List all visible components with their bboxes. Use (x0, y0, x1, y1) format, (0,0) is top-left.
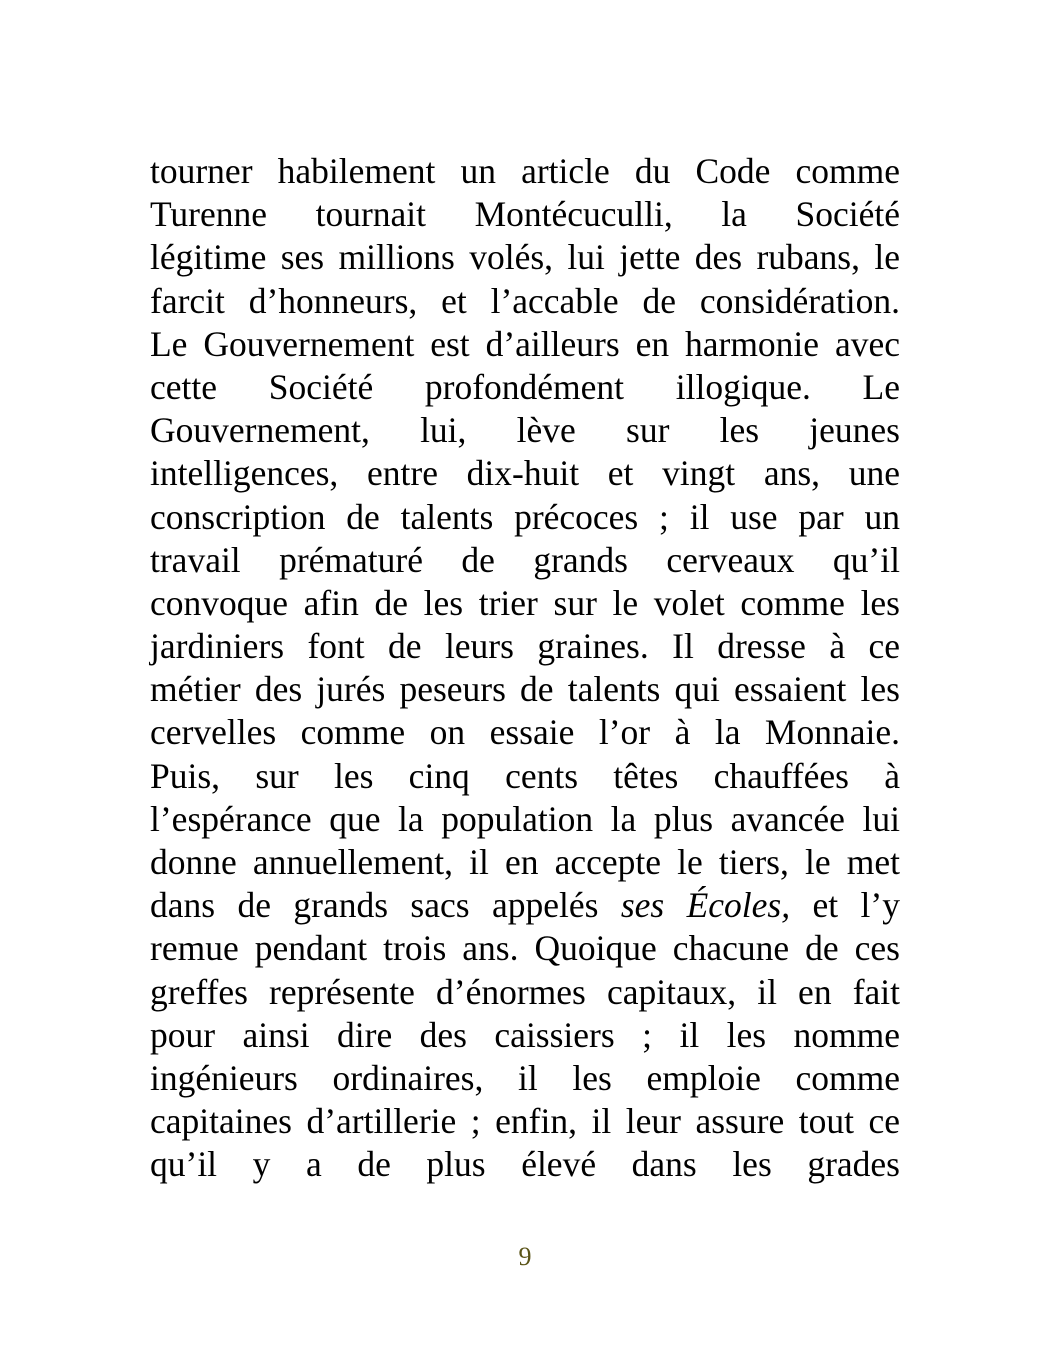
text-line-17: donne annuellement, il en accepte le tiers, le met (150, 842, 900, 882)
text-line-10: travail prématuré de grands cerveaux qu’il (150, 539, 900, 580)
text-line-3: légitime ses millions volés, lui jette des rubans, le (150, 237, 900, 278)
page-number: 9 (518, 1242, 532, 1271)
emphasis-ses-ecoles: ses Écoles, (620, 885, 791, 926)
text-line-8: intelligences, entre dix-huit et vingt ans, une (150, 453, 900, 494)
text-line-11: convoque afin de les trier sur le volet comme les (150, 582, 900, 623)
text-line-13: métier des jurés peseurs de talents qui essaient les (150, 669, 900, 710)
text-line-7: Gouvernement, lui, lève sur les jeunes (150, 410, 900, 451)
text-line-6: cette Société profondément illogique. Le (150, 366, 900, 407)
text-line-1: tourner habilement un article du Code comme (150, 151, 900, 191)
body-text (150, 150, 900, 1187)
text-line-4: farcit d’honneurs, et l’accable de considération. (150, 280, 900, 321)
text-line-9: conscription de talents précoces ; il use par un (150, 496, 900, 537)
text-line-18 (150, 884, 900, 927)
text-line-14: cervelles comme on essaie l’or à la Monnaie. (150, 712, 900, 753)
text-line-20: greffes représente d’énormes capitaux, il en fait (150, 971, 900, 1012)
text-line-2: Turenne tournait Montécuculli, la Société (150, 194, 900, 235)
text-line-21: pour ainsi dire des caissiers ; il les nomme (150, 1014, 900, 1055)
text-line-16: l’espérance que la population la plus avancée lui (150, 798, 900, 839)
text-line-18-start: dans de grands sacs appelés (150, 885, 621, 926)
text-line-5: Le Gouvernement est d’ailleurs en harmonie avec (150, 323, 900, 364)
text-line-15: Puis, sur les cinq cents têtes chauffées à (150, 755, 900, 796)
text-line-12: jardiniers font de leurs graines. Il dresse à ce (150, 626, 900, 667)
text-line-23: capitaines d’artillerie ; enfin, il leur assure tout ce (150, 1101, 900, 1142)
text-line-24: qu’il y a de plus élevé dans les grades (150, 1144, 900, 1185)
text-line-19: remue pendant trois ans. Quoique chacune de ces (150, 928, 900, 969)
text-line-22: ingénieurs ordinaires, il les emploie comme (150, 1057, 900, 1098)
text-line-18-end: et l’y (790, 885, 900, 926)
